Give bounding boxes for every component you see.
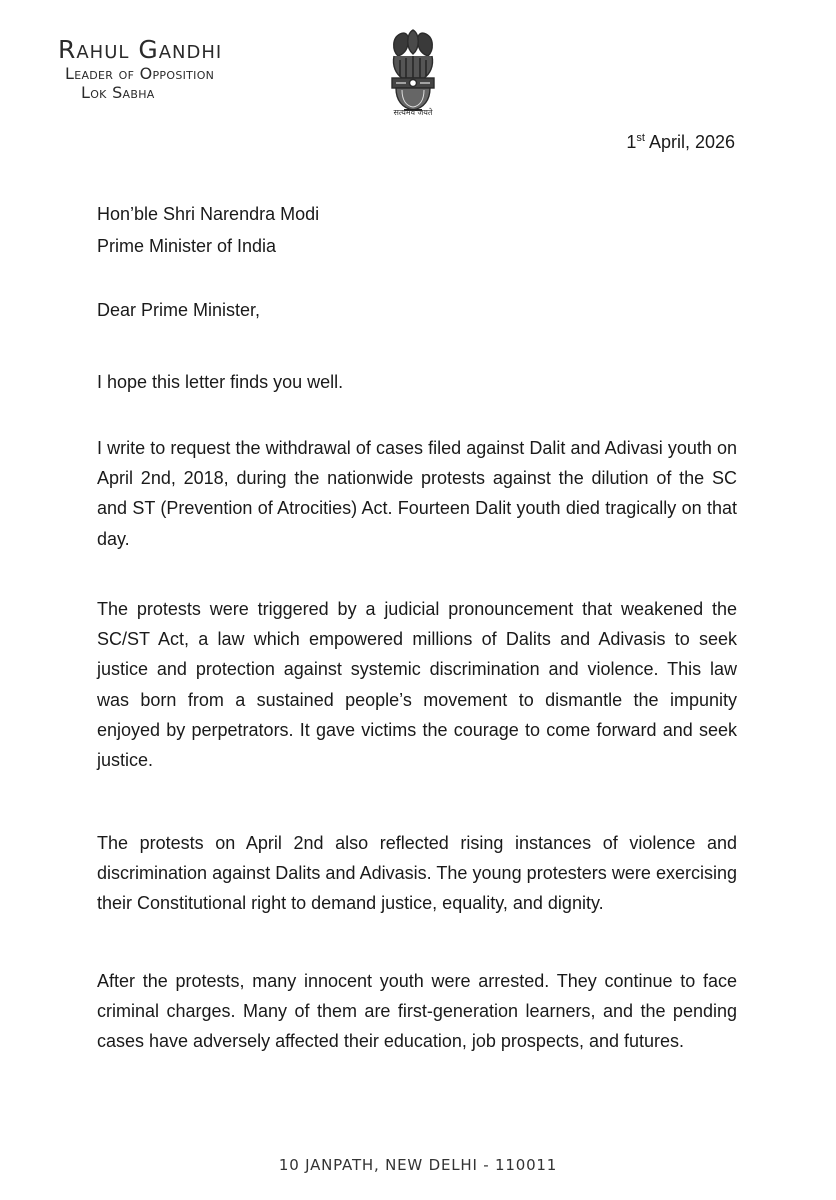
letter-date — [626, 132, 735, 153]
date-rest: April, 2026 — [644, 132, 735, 152]
addressee-title: Prime Minister of India — [97, 236, 277, 256]
paragraph: After the protests, many innocent youth were arrested. They continue to face criminal charges. Many of them are first-generation learners, and the pending cases have adversely affected their education, job prospects, and futures. — [97, 971, 737, 1052]
date-suffix: st — [636, 132, 645, 144]
salutation: Dear Prime Minister, — [97, 300, 261, 320]
footer-address: 10 JANPATH, NEW DELHI - 110011 — [278, 1156, 558, 1174]
letterhead — [58, 36, 222, 102]
sender-title: Leader of Opposition — [65, 64, 215, 83]
paragraph: The protests on April 2nd also reflected rising instances of violence and discrimination against Dalits and Adivasis. The young protesters were exercising their Constitutional right to demand justice, equality, and dignity. — [97, 833, 737, 914]
emblem-motto: सत्यमेव जयते — [393, 108, 433, 117]
addressee-name: Hon’ble Shri Narendra Modi — [97, 204, 320, 224]
paragraph: The protests were triggered by a judicial pronouncement that weakened the SC/ST Act, a law which empowered millions of Dalits and Adivasis to seek justice and protection against systemic discrimination and violence. This law was born from a sustained people’s movement to dismantle the impunity enjoyed by perpetrators. It gave victims the courage to come forward and seek justice. — [97, 599, 737, 771]
sender-house: Lok Sabha — [81, 83, 155, 102]
paragraph: I hope this letter finds you well. — [97, 372, 344, 392]
sender-name: Rahul Gandhi — [58, 35, 223, 64]
date-day: 1 — [626, 132, 637, 152]
addressee — [97, 198, 319, 262]
paragraph: I write to request the withdrawal of cases filed against Dalit and Adivasi youth on April 2nd, 2018, during the nationwide protests against the dilution of the SC and ST (Prevention of Atrocities) Act. Fourteen Dalit youth died tragically on that day. — [97, 438, 737, 549]
